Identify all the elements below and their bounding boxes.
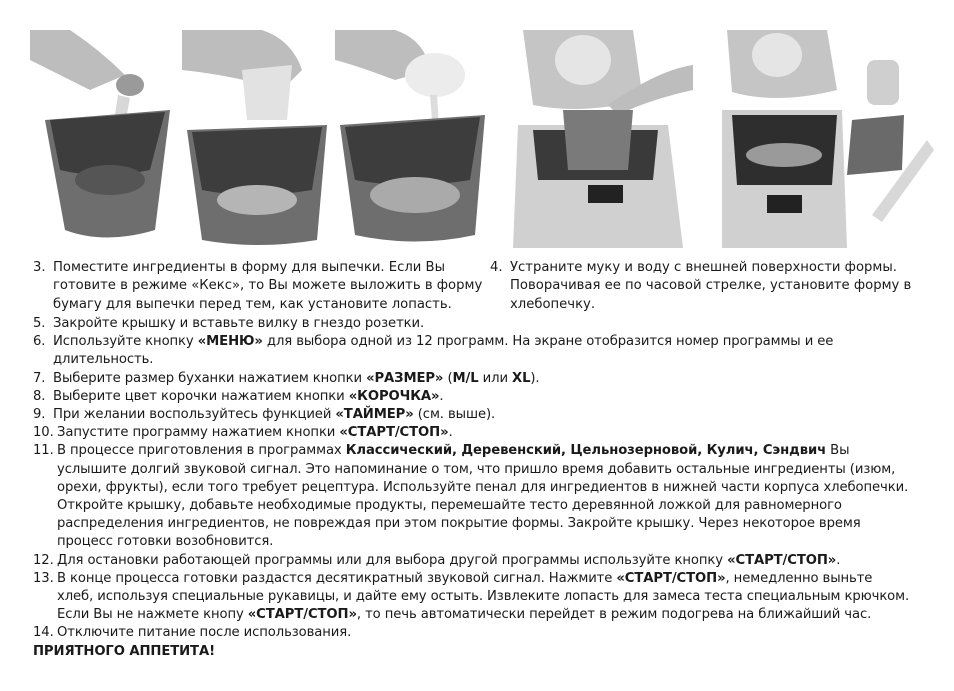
- photo-adding-flour: [182, 30, 330, 248]
- step-11: [33, 442, 933, 551]
- bread-maker-ready-image: [722, 30, 940, 248]
- step-number: 14.: [33, 625, 54, 641]
- step-text: , немедленно выньте: [725, 570, 873, 586]
- step-text: для выбора одной из 12 программ. На экране отобразится номер программы и ее: [262, 334, 834, 350]
- step-3: [33, 259, 483, 314]
- step-text: Если Вы не нажмете кнопу: [57, 607, 248, 623]
- bread-pan-liquid-image: [335, 30, 495, 248]
- step-number: 9.: [33, 407, 46, 423]
- menu-button-label: «МЕНЮ»: [197, 334, 263, 350]
- step-text: (: [443, 370, 453, 386]
- step-number: 5.: [33, 316, 46, 331]
- step-6: [33, 333, 933, 369]
- step-text: .: [439, 388, 444, 404]
- crust-button-label: «КОРОЧКА»: [348, 388, 440, 404]
- program-names: Классический, Деревенский, Цельнозерновой, Кулич, Сэндвич: [345, 443, 827, 459]
- photo-ready-maker: [722, 30, 940, 248]
- step-text: При желании воспользуйтесь функцией: [53, 407, 336, 423]
- step-text: Выберите цвет корочки нажатием кнопки: [53, 388, 349, 404]
- step-text: .: [448, 425, 453, 441]
- step-number: 11.: [33, 443, 54, 459]
- step-text: В процессе приготовления в программах: [57, 443, 346, 459]
- step-text-line: длительность.: [53, 352, 154, 368]
- step-text-line: распределения ингредиентов, не повреждая при этом покрытие формы. Закройте крышку. Через некоторое время: [57, 516, 861, 532]
- step-10: [33, 424, 933, 442]
- step-number: 10.: [33, 425, 54, 441]
- step-number: 12.: [33, 552, 54, 568]
- step-7: [33, 370, 933, 388]
- step-number: 7.: [33, 370, 46, 386]
- photo-adding-yeast: [30, 30, 175, 248]
- start-stop-button-label: «СТАРТ/СТОП»: [727, 552, 837, 568]
- step-number: 4.: [490, 260, 503, 275]
- start-stop-button-label: «СТАРТ/СТОП»: [616, 570, 726, 586]
- step-12: [33, 552, 933, 570]
- timer-button-label: «ТАЙМЕР»: [335, 407, 414, 423]
- step-text-line: процесс готовки возобновится.: [57, 534, 274, 550]
- photo-adding-liquid: [335, 30, 495, 248]
- step-text: Для остановки работающей программы или для выбора другой программы используйте кнопку: [57, 552, 728, 568]
- step-text: или: [478, 370, 513, 386]
- step-text-line: хлеб, используя специальные рукавицы, и дайте ему остыть. Извлеките лопасть для замеса теста специальным крючком.: [57, 589, 910, 605]
- step-text-line: Поворачивая ее по часовой стрелке, установите форму в: [510, 278, 912, 294]
- step-text-line: хлебопечку.: [510, 296, 596, 312]
- step-number: 8.: [33, 388, 46, 404]
- step-text: ).: [530, 370, 540, 386]
- closing-text: ПРИЯТНОГО АППЕТИТА!: [33, 643, 215, 659]
- step-14: [33, 624, 933, 642]
- step-text: Выберите размер буханки нажатием кнопки: [53, 370, 367, 386]
- step-text: Используйте кнопку: [53, 334, 198, 350]
- step-text: В конце процесса готовки раздастся десятикратный звуковой сигнал. Нажмите: [57, 570, 617, 586]
- step-text: Закройте крышку и вставьте вилку в гнездо розетки.: [53, 316, 425, 331]
- instruction-list: [33, 315, 933, 661]
- step-text-line: Поместите ингредиенты в форму для выпечки. Если Вы: [53, 260, 446, 275]
- step-text-line: Откройте крышку, добавьте необходимые продукты, перемешайте тесто деревянной ложкой для равномерного: [57, 498, 842, 514]
- size-button-label: «РАЗМЕР»: [366, 370, 444, 386]
- step-5: [33, 315, 933, 333]
- bread-maker-insert-image: [508, 30, 693, 248]
- step-text: Запустите программу нажатием кнопки: [57, 425, 340, 441]
- step-text: , то печь автоматически перейдет в режим подогрева на ближайший час.: [356, 607, 872, 623]
- step-text-line: готовите в режиме «Кекс», то Вы можете выложить в форму: [53, 278, 483, 294]
- size-ml-label: M/L: [452, 370, 479, 386]
- step-text: (см. выше).: [413, 407, 496, 423]
- step-text: Отключите питание после использования.: [57, 625, 352, 641]
- photo-inserting-pan: [508, 30, 693, 248]
- step-text-line: бумагу для выпечки перед тем, как установите лопасть.: [53, 296, 452, 312]
- start-stop-button-label: «СТАРТ/СТОП»: [339, 425, 449, 441]
- step-text-line: Устраните муку и воду с внешней поверхности формы.: [510, 260, 897, 275]
- start-stop-button-label: «СТАРТ/СТОП»: [247, 607, 357, 623]
- step-text-line: [57, 606, 933, 624]
- step-9: [33, 406, 933, 424]
- step-8: [33, 388, 933, 406]
- step-number: 3.: [33, 260, 46, 275]
- size-xl-label: XL: [512, 370, 531, 386]
- bread-pan-yeast-image: [30, 30, 175, 248]
- step-text: .: [836, 552, 841, 568]
- step-text-line: услышите долгий звуковой сигнал. Это напоминание о том, что пришло время добавить остальные ингредиенты (изюм,: [57, 461, 896, 477]
- step-text-line: орехи, фрукты), если того требует рецептура. Используйте пенал для ингредиентов в нижней части корпуса хлебопечки.: [57, 479, 909, 495]
- step-text: Вы: [826, 443, 850, 459]
- step-4: [490, 259, 940, 314]
- bread-pan-flour-image: [182, 30, 330, 248]
- step-number: 6.: [33, 334, 46, 350]
- step-13: [33, 570, 933, 625]
- step-number: 13.: [33, 570, 54, 586]
